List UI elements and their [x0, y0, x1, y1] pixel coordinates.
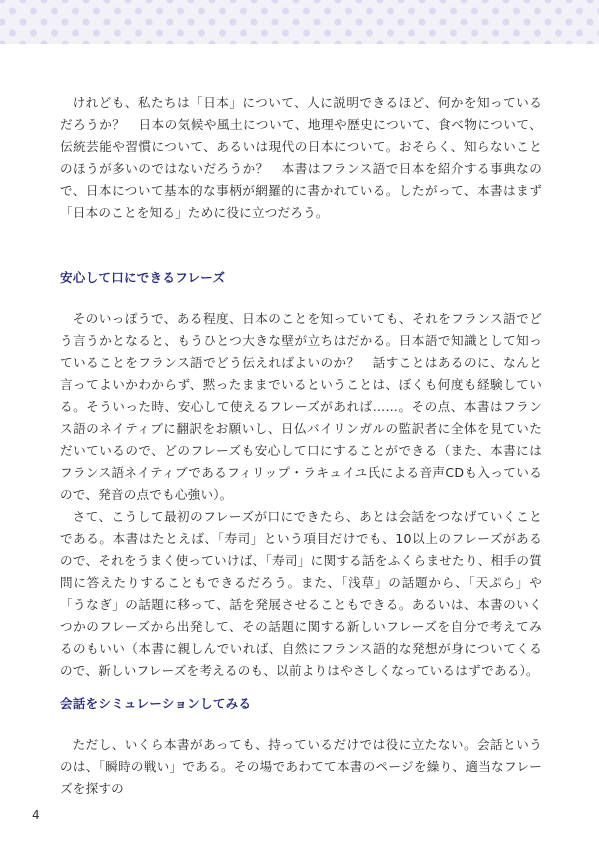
section-1-paragraph-1: そのいっぽうで、ある程度、日本のことを知っていても、それをフランス語でどう言うかとなると、もうひとつ大きな壁が立ちはだかる。日本語で知識として知っていることをフランス語でどう伝えればよいのか？ 話すことはあるのに、なんと言ってよいかわからず、黙ったままでいるということは、ぼくも何度も経験している。そういった時、安心して使えるフレーズがあれば……。その点、本書はフランス語のネイティブに翻訳をお願いし、日仏バイリンガルの監訳者に全体を見ていただいているので、どのフレーズも安心して口にすることができる（また、本書にはフランス語ネイティブであるフィリップ・ラキュイユ氏による音声CDも入っているので、発音の点でも心強い）。 [60, 311, 542, 502]
page-number: 4 [32, 808, 40, 822]
dotted-header-band [0, 0, 599, 44]
section-heading-simulate-conversation: 会話をシミュレーションしてみる [60, 696, 252, 711]
section-heading-safe-phrases: 安心して口にできるフレーズ [60, 270, 226, 285]
section-2-body [60, 734, 542, 800]
section-1-paragraph-2: さて、こうして最初のフレーズが口にできたら、あとは会話をつなげていくことである。本書はたとえば、「寿司」という項目だけでも、10以上のフレーズがあるので、それをうまく使っていけば、「寿司」に関する話をふくらませたり、相手の質問に答えたりすることもできるだろう。また、「浅草」の話題から、「天ぷら」や「うなぎ」の話題に移って、話を発展させることもできる。あるいは、本書のいくつかのフレーズから出発して、その話題に関する新しいフレーズを自分で考えてみるのもいい（本書に親しんでいれば、自然にフランス語的な発想が身についてくるので、新しいフレーズを考えるのも、以前よりはやさしくなっているはずである）。 [60, 509, 542, 678]
section-2-paragraph: ただし、いくら本書があっても、持っているだけでは役に立たない。会話というのは、「瞬時の戦い」である。その場であわてて本書のページを繰り、適当なフレーズを探すの [60, 737, 542, 796]
section-1-body [60, 308, 542, 682]
intro-paragraph: けれども、私たちは「日本」について、人に説明できるほど、何かを知っているだろうか？ 日本の気候や風土について、地理や歴史について、食べ物について、伝統芸能や習慣について、あるいは現代の日本について。おそらく、知らないことのほうが多いのではないだろうか？ 本書はフランス語で日本を紹介する事典なので、日本について基本的な事柄が網羅的に書かれている。したがって、本書はまず「日本のことを知る」ために役に立つだろう。 [60, 95, 542, 220]
page-body [60, 92, 542, 796]
